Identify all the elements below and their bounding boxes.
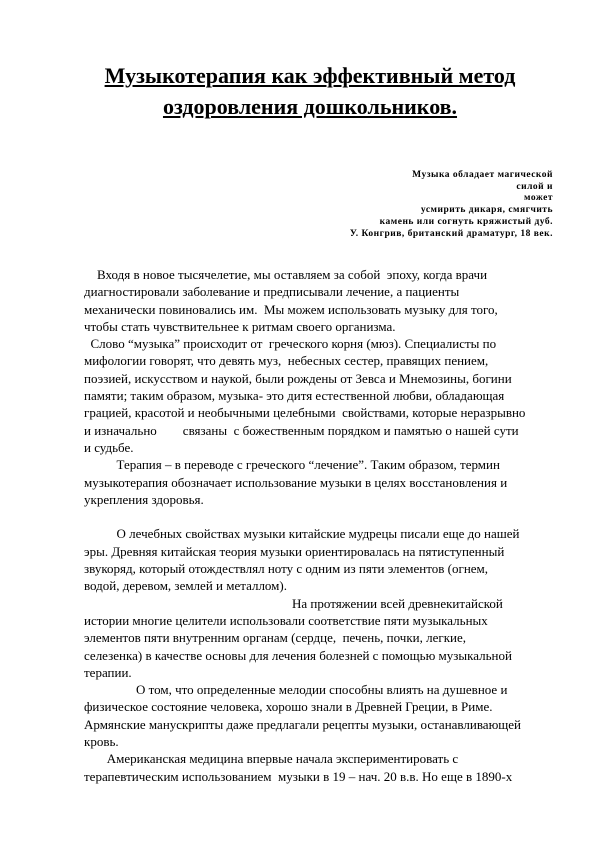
body-line: истории многие целители использовали соответствие пяти музыкальных [84,612,488,628]
body-line: Входя в новое тысячелетие, мы оставляем за собой эпоху, когда врачи [84,267,488,282]
body-text [84,266,554,785]
body-line: эры. Древняя китайская теория музыки ориентировалась на пятиступенный [84,543,505,559]
title-line: Музыкотерапия как эффективный метод [104,63,516,88]
body-line: элементов пяти внутренним органам (сердце, печень, почки, легкие, [84,630,466,646]
body-line: грацией, красотой и необычными целебными свойствами, которые неразрывно [84,405,526,421]
epigraph-line: усмирить дикаря, смягчить [420,205,553,216]
body-line: и изначально связаны с божественным порядком и памятью о нашей сути [84,422,519,438]
body-line: и судьбе. [84,439,134,455]
epigraph-line: Музыка обладает магической [412,170,553,180]
body-line: механически повиновались им. Мы можем использовать музыку для того, [84,301,498,317]
body-line: укрепления здоровья. [84,491,204,507]
body-line: Терапия – в переводе с греческого “лечение”. Таким образом, термин [84,457,500,473]
body-line: Слово “музыка” происходит от греческого корня (мюз). Специалисты по [84,336,497,352]
body-line: музыкотерапия обозначает использование музыки в целях восстановления и [84,474,508,490]
epigraph-line: камень или согнуть кряжистый дуб. [379,216,553,227]
body-line: водой, деревом, землей и металлом). [84,578,287,594]
body-line: памяти; таким образом, музыка- это дитя естественной любви, обладающая [84,388,505,404]
epigraph-attribution: У. Конгрив, британский драматург, 18 век. [349,228,553,239]
body-line: поэзией, искусством и наукой, были рождены от Зевса и Мнемозины, богини [84,370,512,386]
epigraph [253,170,553,240]
title-line: оздоровления дошкольников. [162,94,458,119]
body-line: О лечебных свойствах музыки китайские мудрецы писали еще до нашей [84,526,520,542]
document-title [40,60,580,122]
body-line: чтобы стать чувствительнее к ритмам своего организма. [84,318,396,334]
body-line: терапевтическим использованием музыки в 19 – нач. 20 в.в. Но еще в 1890-х [84,768,513,784]
body-line: Американская медицина впервые начала экспериментировать с [84,751,459,767]
body-line: диагностировали заболевание и предписывали лечение, а пациенты [84,284,460,300]
paragraph-gap [84,508,554,525]
body-line: Армянские манускрипты даже предлагали рецепты музыки, останавливающей [84,716,522,732]
epigraph-line: силой и [516,181,553,192]
body-line: мифологии говорят, что девять муз, небесных сестер, правящих пением, [84,353,489,369]
body-line: терапии. [84,664,132,680]
body-line: физическое состояние человека, хорошо знали в Древней Греции, в Риме. [84,699,493,715]
body-line: На протяжении всей древнекитайской [84,595,503,611]
body-line: кровь. [84,734,119,750]
body-line: О том, что определенные мелодии способны влиять на душевное и [84,682,508,698]
epigraph-line: может [523,193,553,204]
body-line: селезенка) в качестве основы для лечения болезней с помощью музыкальной [84,647,512,663]
body-line: звукоряд, который отождествлял ноту с одним из пяти элементов (огнем, [84,561,489,577]
